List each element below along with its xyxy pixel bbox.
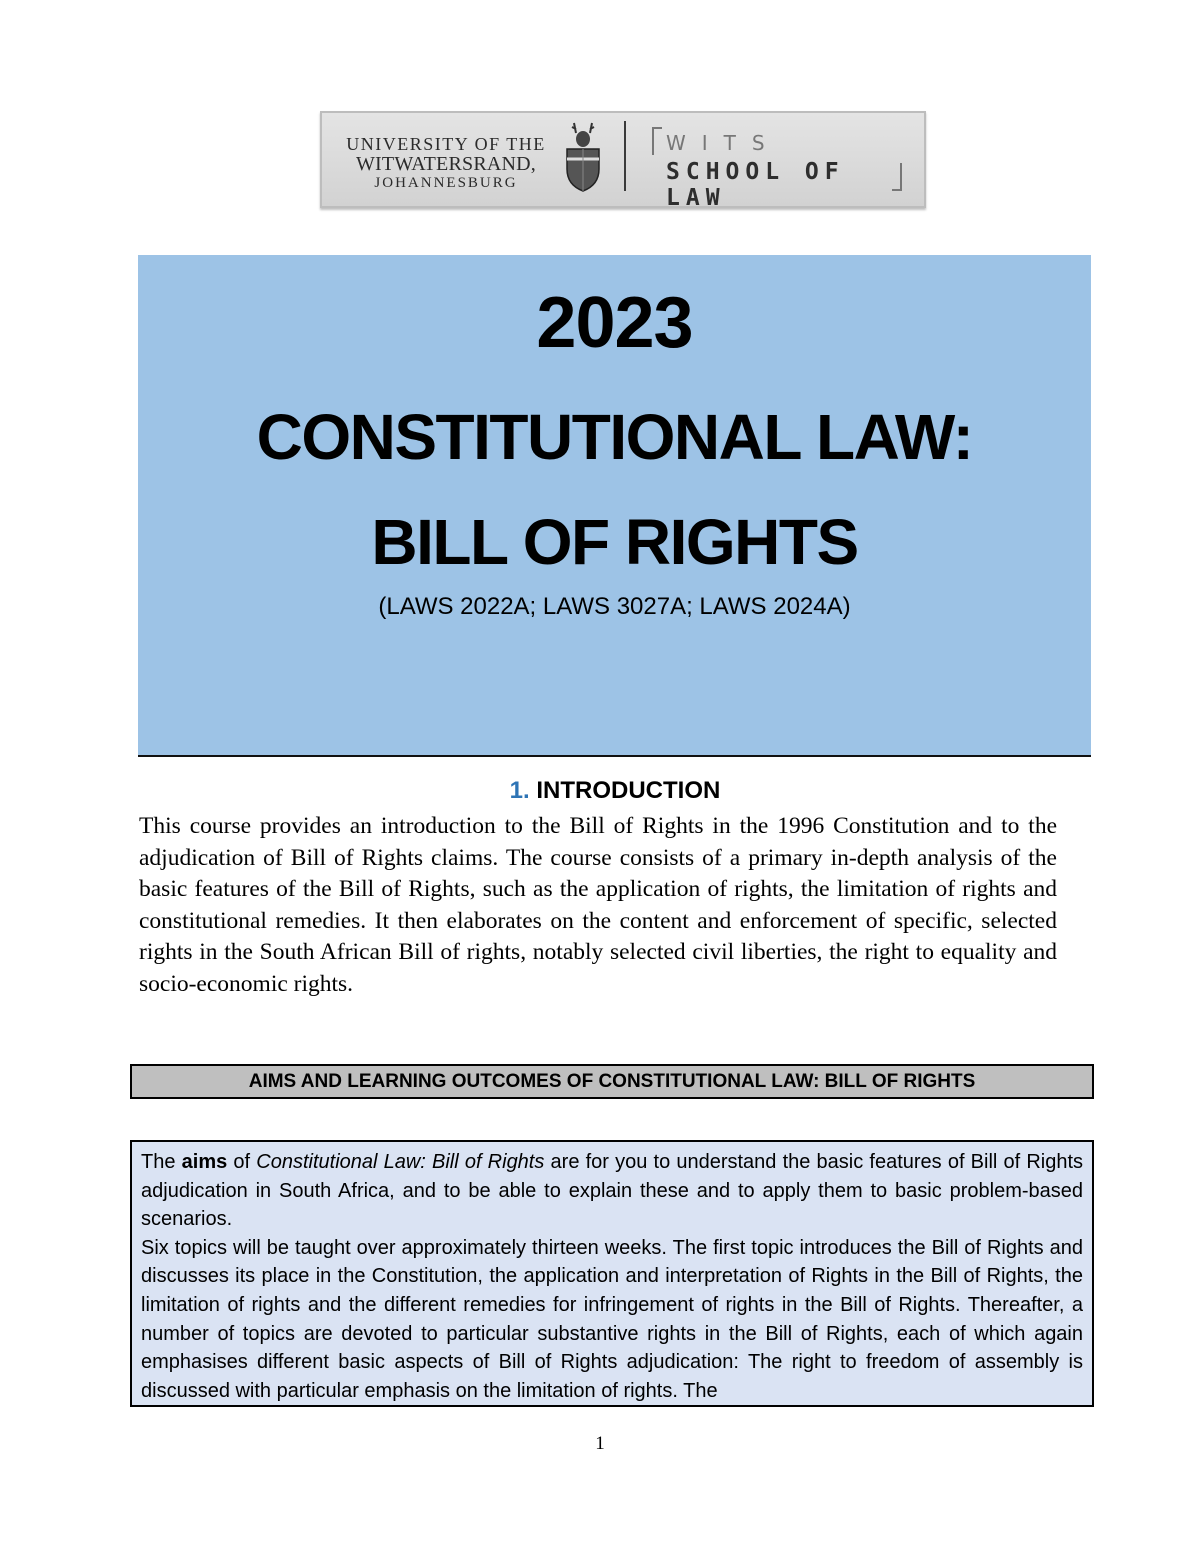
heading-number: 1. [509,777,530,804]
title-line2: BILL OF RIGHTS [371,506,858,578]
school-of-law-mark [652,123,902,211]
crest-icon [562,119,604,193]
university-line2: WITWATERSRAND, [355,153,536,175]
aims-of: of [233,1151,251,1173]
heading-text: INTRODUCTION [536,777,721,804]
bracket-left [652,127,662,155]
wits-logo-banner [320,111,926,211]
logo-divider [624,121,626,191]
university-line3: JOHANNESBURG [374,175,518,191]
introduction-body: This course provides an introduction to the Bill of Rights in the 1996 Constitution and to the adjudication of Bill of Rights claims. The course consists of a primary in-depth analysis of the basic features of the Bill of Rights, such as the application of rights, the limitation of rights and constitutional remedies. It then elaborates on the content and enforcement of specific, selected rights in the South African Bill of rights, notably selected civil liberties, the right to equality and socio-economic rights. [139,813,1057,997]
aims-paragraph-1 [141,1148,1083,1234]
university-name [334,135,558,191]
aims-course-name: Constitutional Law: Bill of Rights [256,1151,545,1173]
introduction-heading [0,777,1200,805]
title-box [138,255,1091,755]
page-number: 1 [595,1433,605,1454]
course-codes: (LAWS 2022A; LAWS 3027A; LAWS 2024A) [378,593,851,620]
aims-paragraph-2: Six topics will be taught over approximately thirteen weeks. The first topic introduces the Bill of Rights and discusses its place in the Constitution, the application and interpretation of Rights in the Bill of Rights, the limitation of rights and the different remedies for infringement of rights in the Bill of Rights. Thereafter, a number of topics are devoted to particular substantive rights in the Bill of Rights, each of which again emphasises different basic aspects of Bill of Rights adjudication: The right to freedom of assembly is discussed with particular emphasis on the limitation of rights. The [141,1236,1083,1402]
aims-the: The [141,1151,176,1173]
aims-keyword: aims [181,1151,228,1173]
title-year: 2023 [536,283,693,363]
university-line1: UNIVERSITY OF THE [346,134,546,154]
aims-paragraph-1-rest: are for you to understand the basic features of Bill of Rights adjudication in South Africa, and to be able to explain these and to apply them to basic problem-based scenarios. [141,1151,1084,1231]
title-line1: CONSTITUTIONAL LAW: [256,401,973,473]
aims-header: AIMS AND LEARNING OUTCOMES OF CONSTITUTIONAL LAW: BILL OF RIGHTS [130,1064,1094,1099]
title-underline [138,755,1091,757]
wits-wordmark: WITS [666,131,781,155]
school-of-law-wordmark: SCHOOL OF LAW [666,159,845,211]
aims-content-box [130,1140,1094,1407]
bracket-right [892,163,902,191]
